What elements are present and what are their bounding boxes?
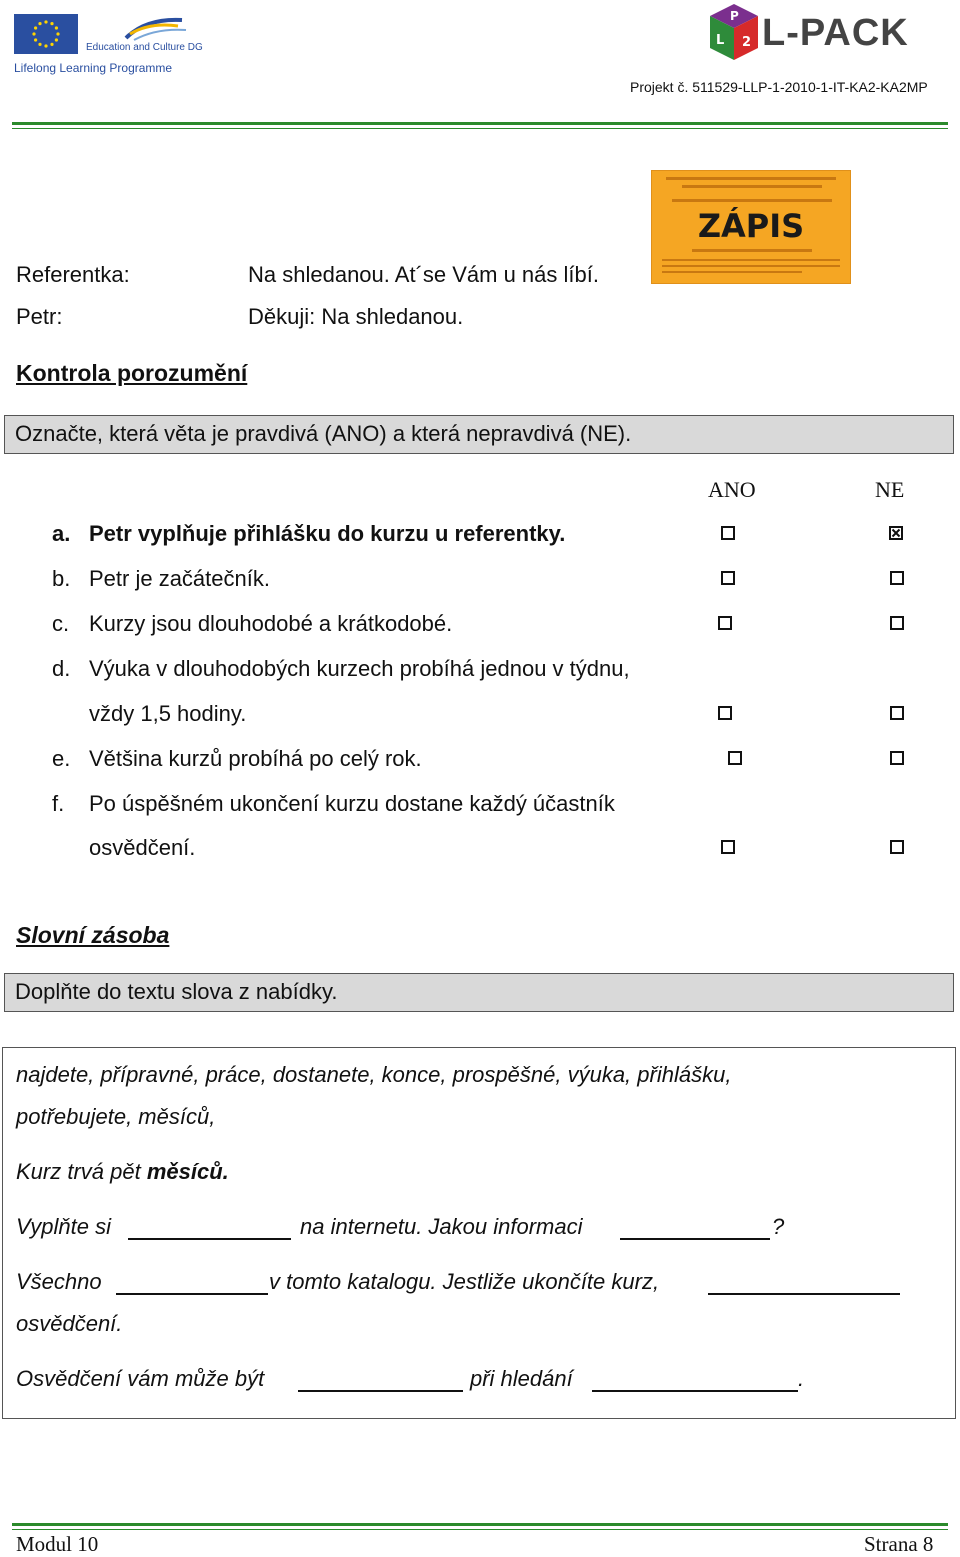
comprehension-heading: Kontrola porozumění	[16, 360, 248, 386]
item-letter-b: b.	[52, 566, 71, 591]
sentence-3-part-c: .	[798, 1366, 805, 1391]
checkbox-ano-b[interactable]	[721, 571, 735, 585]
sentence-2-part-b: v tomto katalogu. Jestliže ukončíte kurz,	[269, 1269, 660, 1294]
dialog-line-1: Na shledanou. At´se Vám u nás líbí.	[248, 262, 599, 287]
sentence-2-part-a: Všechno	[16, 1269, 102, 1294]
checkbox-ne-f[interactable]	[890, 840, 904, 854]
item-letter-d: d.	[52, 656, 71, 681]
word-bank-line-1: najdete, přípravné, práce, dostanete, konce, prospěšné, výuka, přihlášku,	[16, 1062, 732, 1087]
item-text-e: Většina kurzů probíhá po celý rok.	[89, 746, 422, 771]
item-letter-e: e.	[52, 746, 71, 771]
word-bank-line-2: potřebujete, měsíců,	[16, 1104, 216, 1129]
lpack-cube-logo	[704, 2, 764, 64]
llp-label-dg: Education and Culture DG	[86, 42, 203, 53]
item-letter-f: f.	[52, 791, 65, 816]
llp-label-programme: Lifelong Learning Programme	[14, 61, 173, 75]
dialog-speaker-2: Petr:	[16, 304, 63, 329]
example-sentence	[16, 1159, 229, 1185]
svg-text:P: P	[730, 9, 739, 23]
example-answer: měsíců.	[146, 1159, 229, 1184]
checkbox-ne-a[interactable]	[889, 526, 903, 540]
checkbox-ne-d[interactable]	[890, 706, 904, 720]
item-text-b: Petr je začátečník.	[89, 566, 270, 591]
lpack-logo-text: L-PACK	[762, 12, 909, 54]
item-letter-c: c.	[52, 611, 70, 636]
example-prefix: Kurz trvá pět	[16, 1159, 147, 1184]
blank-2[interactable]	[620, 1238, 770, 1240]
footer-page-number: Strana 8	[864, 1532, 934, 1556]
checkmark-x-icon	[891, 528, 901, 538]
checkbox-ano-c[interactable]	[718, 616, 732, 630]
vocabulary-heading: Slovní zásoba	[16, 922, 170, 948]
blank-3[interactable]	[116, 1293, 268, 1295]
checkbox-ne-e[interactable]	[890, 751, 904, 765]
checkbox-ne-c[interactable]	[890, 616, 904, 630]
blank-1[interactable]	[128, 1238, 291, 1240]
blank-4[interactable]	[708, 1293, 900, 1295]
sentence-3-part-b: při hledání	[470, 1366, 573, 1391]
sentence-2-part-c: osvědčení.	[16, 1311, 123, 1336]
eu-flag-logo	[14, 14, 78, 54]
dialog-line-2: Děkuji: Na shledanou.	[248, 304, 464, 329]
header-rule-thin	[12, 128, 948, 129]
project-number: Projekt č. 511529-LLP-1-2010-1-IT-KA2-KA2MP	[630, 79, 928, 95]
item-text-c: Kurzy jsou dlouhodobé a krátkodobé.	[89, 611, 453, 636]
column-header-ne: NE	[875, 477, 905, 502]
checkbox-ano-f[interactable]	[721, 840, 735, 854]
item-text-d-cont: vždy 1,5 hodiny.	[89, 701, 247, 726]
svg-text:2: 2	[742, 35, 752, 50]
item-text-d: Výuka v dlouhodobých kurzech probíhá jednou v týdnu,	[89, 656, 630, 681]
blank-6[interactable]	[592, 1390, 798, 1392]
sentence-1-part-b: na internetu. Jakou informaci	[300, 1214, 583, 1239]
poster-title: ZÁPIS	[697, 207, 805, 245]
checkbox-ano-e[interactable]	[728, 751, 742, 765]
header-rule	[12, 122, 948, 125]
checkbox-ano-d[interactable]	[718, 706, 732, 720]
item-text-a: Petr vyplňuje přihlášku do kurzu u referentky.	[89, 521, 566, 546]
sentence-3-part-a: Osvědčení vám může být	[16, 1366, 265, 1391]
footer-rule	[12, 1523, 948, 1526]
svg-text:L: L	[716, 33, 725, 48]
checkbox-ne-b[interactable]	[890, 571, 904, 585]
item-text-f: Po úspěšném ukončení kurzu dostane každý účastník	[89, 791, 615, 816]
item-text-f-cont: osvědčení.	[89, 835, 196, 860]
vocabulary-instruction: Doplňte do textu slova z nabídky.	[4, 973, 954, 1012]
blank-5[interactable]	[298, 1390, 463, 1392]
footer-module: Modul 10	[16, 1532, 99, 1556]
zapis-poster-image	[651, 170, 851, 284]
item-letter-a: a.	[52, 521, 71, 546]
dialog-speaker-1: Referentka:	[16, 262, 130, 287]
footer-rule-thin	[12, 1529, 948, 1530]
comprehension-instruction: Označte, která věta je pravdivá (ANO) a která nepravdivá (NE).	[4, 415, 954, 454]
checkbox-ano-a[interactable]	[721, 526, 735, 540]
sentence-1-part-a: Vyplňte si	[16, 1214, 111, 1239]
column-header-ano: ANO	[708, 477, 756, 502]
sentence-1-part-c: ?	[772, 1214, 785, 1239]
